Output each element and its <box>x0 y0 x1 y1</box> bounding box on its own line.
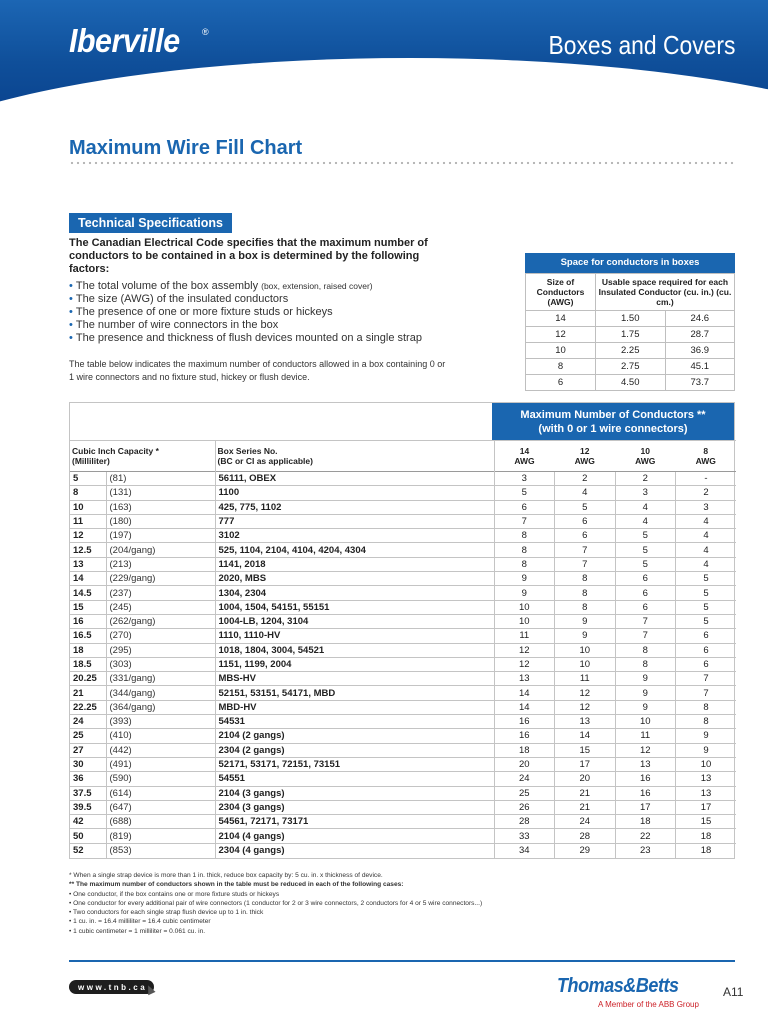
table-cell: (688) <box>106 815 215 829</box>
table-cell: 10 <box>494 614 555 628</box>
table-cell: 18 <box>70 643 106 657</box>
table-cell: 18 <box>615 815 676 829</box>
table-cell: 13 <box>494 672 555 686</box>
table-cell: 21 <box>555 800 616 814</box>
awg-10-header: 10 AWG <box>615 441 676 472</box>
table-cell: 5 <box>494 486 555 500</box>
table-cell: 11 <box>555 672 616 686</box>
table-cell: 8 <box>494 557 555 571</box>
table-row <box>70 729 736 743</box>
tech-specs-badge: Technical Specifications <box>69 213 232 233</box>
header-curve-decoration <box>0 58 768 104</box>
awg-8-header: 8 AWG <box>676 441 737 472</box>
table-cell: 9 <box>615 686 676 700</box>
header-line-2: (with 0 or 1 wire connectors) <box>538 422 688 435</box>
table-cell: 2304 (2 gangs) <box>215 743 494 757</box>
table-cell: 9 <box>494 572 555 586</box>
table-cell: 12.5 <box>70 543 106 557</box>
page-header <box>0 0 768 104</box>
abb-tagline: A Member of the ABB Group <box>598 1000 699 1009</box>
table-row <box>70 757 736 771</box>
bullet-icon: • <box>69 280 73 292</box>
table-cell: 8 <box>555 586 616 600</box>
table-row <box>70 743 736 757</box>
table-cell: 13 <box>555 715 616 729</box>
table-row <box>70 614 736 628</box>
table-cell: 12 <box>555 686 616 700</box>
table-cell: 5 <box>676 572 737 586</box>
table-cell: 14 <box>70 572 106 586</box>
table-cell: 24 <box>555 815 616 829</box>
space-col-usable: Usable space required for each Insulated Conductor (cu. in.) (cu. cm.) <box>596 274 735 311</box>
table-cell: 24 <box>70 715 106 729</box>
table-cell: 6 <box>615 600 676 614</box>
table-cell: 8 <box>676 700 737 714</box>
table-cell: 28 <box>555 829 616 843</box>
table-row <box>70 557 736 571</box>
table-cell: 6 <box>555 529 616 543</box>
table-row <box>526 327 735 343</box>
table-cell: 34 <box>494 843 555 857</box>
table-cell: 6 <box>676 657 737 671</box>
table-cell: 7 <box>494 514 555 528</box>
table-cell: 12 <box>494 643 555 657</box>
table-cell: (590) <box>106 772 215 786</box>
table-row <box>70 772 736 786</box>
table-row <box>70 486 736 500</box>
table-row <box>70 815 736 829</box>
table-cell: 37.5 <box>70 786 106 800</box>
table-cell: 12 <box>615 743 676 757</box>
table-cell: 4.50 <box>596 375 666 391</box>
table-cell: 2304 (3 gangs) <box>215 800 494 814</box>
table-row <box>70 514 736 528</box>
table-cell: (295) <box>106 643 215 657</box>
table-cell: 18.5 <box>70 657 106 671</box>
table-cell: 21 <box>70 686 106 700</box>
bullet-icon: • <box>69 306 73 318</box>
main-table <box>70 440 736 858</box>
table-cell: 9 <box>676 729 737 743</box>
table-cell: 45.1 <box>665 359 735 375</box>
table-cell: 26 <box>494 800 555 814</box>
table-cell: 5 <box>676 586 737 600</box>
table-cell: 5 <box>615 529 676 543</box>
table-cell: 16 <box>494 715 555 729</box>
table-cell: (410) <box>106 729 215 743</box>
header-line-1: Maximum Number of Conductors ** <box>520 408 706 421</box>
table-cell: (442) <box>106 743 215 757</box>
footnote-star: * When a single strap device is more than 1 in. thick, reduce box capacity by: 5 cu. in. x thickness of device. <box>69 872 383 879</box>
table-cell: 16 <box>615 772 676 786</box>
table-cell: 2104 (4 gangs) <box>215 829 494 843</box>
table-cell: 4 <box>555 486 616 500</box>
table-cell: (647) <box>106 800 215 814</box>
table-cell: 9 <box>615 672 676 686</box>
table-cell: 52151, 53151, 54171, MBD <box>215 686 494 700</box>
table-cell: 2 <box>555 472 616 486</box>
table-cell: 525, 1104, 2104, 4104, 4204, 4304 <box>215 543 494 557</box>
table-cell: 1141, 2018 <box>215 557 494 571</box>
table-cell: (819) <box>106 829 215 843</box>
table-cell: (262/gang) <box>106 614 215 628</box>
table-cell: 6 <box>526 375 596 391</box>
table-cell: 22 <box>615 829 676 843</box>
table-cell: 6 <box>494 500 555 514</box>
footer-divider <box>69 960 735 962</box>
table-cell: 10 <box>555 657 616 671</box>
table-cell: 52 <box>70 843 106 857</box>
table-row <box>70 715 736 729</box>
table-cell: (393) <box>106 715 215 729</box>
table-cell: 13 <box>676 772 737 786</box>
table-cell: 23 <box>615 843 676 857</box>
main-table-body <box>70 472 736 858</box>
table-cell: 9 <box>555 629 616 643</box>
table-note: The table below indicates the maximum number of conductors allowed in a box containing 0 or 1 wire connectors and no fixture stud, hickey or flush device. <box>69 359 446 382</box>
list-item: • The presence of one or more fixture studs or hickeys <box>69 306 333 318</box>
table-cell: 8 <box>70 486 106 500</box>
table-cell: 8 <box>615 643 676 657</box>
footnote-double-star: ** The maximum number of conductors shown in the table must be reduced in each of the following cases: <box>69 881 404 889</box>
table-cell: 1151, 1199, 2004 <box>215 657 494 671</box>
table-cell: 50 <box>70 829 106 843</box>
table-cell: 5 <box>676 600 737 614</box>
website-link[interactable]: www.tnb.ca <box>69 980 154 994</box>
table-cell: 54531 <box>215 715 494 729</box>
section-title: Boxes and Covers <box>548 30 735 60</box>
table-cell: (364/gang) <box>106 700 215 714</box>
table-row <box>70 586 736 600</box>
table-cell: 8 <box>494 543 555 557</box>
table-row <box>70 657 736 671</box>
table-cell: 14 <box>494 686 555 700</box>
table-row <box>70 843 736 857</box>
max-conductors-header <box>492 403 734 440</box>
table-row <box>70 529 736 543</box>
awg-14-header: 14 AWG <box>494 441 555 472</box>
table-cell: 4 <box>676 529 737 543</box>
table-cell: 28.7 <box>665 327 735 343</box>
table-cell: 5 <box>676 614 737 628</box>
table-cell: 4 <box>676 557 737 571</box>
table-cell: 9 <box>555 614 616 628</box>
table-cell: 1.50 <box>596 311 666 327</box>
table-cell: 22.25 <box>70 700 106 714</box>
table-cell: 10 <box>615 715 676 729</box>
table-cell: (229/gang) <box>106 572 215 586</box>
table-cell: 10 <box>494 600 555 614</box>
table-row <box>70 829 736 843</box>
table-cell: 2104 (2 gangs) <box>215 729 494 743</box>
table-cell: 425, 775, 1102 <box>215 500 494 514</box>
brand-logo: Iberville <box>69 22 180 59</box>
table-cell: 10 <box>70 500 106 514</box>
table-cell: 18 <box>676 829 737 843</box>
table-cell: 5 <box>615 557 676 571</box>
table-cell: 6 <box>615 586 676 600</box>
intro-text: The Canadian Electrical Code specifies that the maximum number of conductors to be contained in a box is determined by the following factors: <box>69 237 428 275</box>
table-cell: 11 <box>70 514 106 528</box>
table-cell: 1304, 2304 <box>215 586 494 600</box>
table-row <box>526 375 735 391</box>
table-row <box>526 343 735 359</box>
table-cell: 1018, 1804, 3004, 54521 <box>215 643 494 657</box>
table-cell: 8 <box>676 715 737 729</box>
table-top-band <box>70 403 734 440</box>
table-cell: 17 <box>676 800 737 814</box>
footnote-item: • 1 cu. in. = 16.4 milliliter = 16.4 cubic centimeter <box>69 918 211 926</box>
table-cell: 4 <box>676 514 737 528</box>
table-row <box>70 643 736 657</box>
table-cell: 6 <box>676 629 737 643</box>
table-row <box>70 672 736 686</box>
table-cell: 73.7 <box>665 375 735 391</box>
table-cell: 2.25 <box>596 343 666 359</box>
table-cell: 3 <box>494 472 555 486</box>
table-cell: 30 <box>70 757 106 771</box>
table-cell: (204/gang) <box>106 543 215 557</box>
footnote-item: • Two conductors for each single strap flush device up to 1 in. thick <box>69 909 264 917</box>
table-cell: 17 <box>615 800 676 814</box>
table-cell: 25 <box>70 729 106 743</box>
list-item: • The total volume of the box assembly (box, extension, raised cover) <box>69 280 373 292</box>
table-cell: (131) <box>106 486 215 500</box>
table-cell: 6 <box>676 643 737 657</box>
table-row <box>70 800 736 814</box>
table-cell: (245) <box>106 600 215 614</box>
max-conductors-table <box>69 402 735 859</box>
box-series-header: Box Series No. (BC or CI as applicable) <box>215 441 494 472</box>
table-cell: 12 <box>526 327 596 343</box>
table-row <box>70 600 736 614</box>
table-cell: 54561, 72171, 73171 <box>215 815 494 829</box>
table-cell: 13 <box>676 786 737 800</box>
table-cell: (81) <box>106 472 215 486</box>
table-cell: 10 <box>676 757 737 771</box>
list-item: • The number of wire connectors in the box <box>69 319 279 331</box>
table-cell: 5 <box>555 500 616 514</box>
dotted-divider <box>69 161 735 165</box>
table-cell: 2.75 <box>596 359 666 375</box>
table-row <box>70 700 736 714</box>
table-cell: 21 <box>555 786 616 800</box>
table-cell: 2104 (3 gangs) <box>215 786 494 800</box>
table-cell: (344/gang) <box>106 686 215 700</box>
table-cell: 1004-LB, 1204, 3104 <box>215 614 494 628</box>
table-cell: 39.5 <box>70 800 106 814</box>
table-cell: 6 <box>555 514 616 528</box>
table-row <box>70 572 736 586</box>
table-cell: 9 <box>676 743 737 757</box>
table-cell: MBS-HV <box>215 672 494 686</box>
table-cell: 24 <box>494 772 555 786</box>
space-table-body <box>526 311 735 391</box>
table-cell: 7 <box>676 686 737 700</box>
table-cell: 12 <box>70 529 106 543</box>
footnotes <box>69 871 735 936</box>
table-cell: 7 <box>615 629 676 643</box>
table-cell: 18 <box>676 843 737 857</box>
table-cell: 29 <box>555 843 616 857</box>
table-cell: 24.6 <box>665 311 735 327</box>
factors-list <box>69 280 422 345</box>
table-cell: 54551 <box>215 772 494 786</box>
table-cell: (163) <box>106 500 215 514</box>
table-cell: 3 <box>615 486 676 500</box>
table-cell: 20 <box>494 757 555 771</box>
list-item: • The size (AWG) of the insulated conductors <box>69 293 289 305</box>
table-cell: 777 <box>215 514 494 528</box>
table-cell: 8 <box>526 359 596 375</box>
table-cell: 14 <box>555 729 616 743</box>
table-cell: 14 <box>526 311 596 327</box>
table-row <box>70 543 736 557</box>
table-cell: 56111, OBEX <box>215 472 494 486</box>
table-cell: 12 <box>555 700 616 714</box>
table-cell: 20.25 <box>70 672 106 686</box>
table-cell: 52171, 53171, 72151, 73151 <box>215 757 494 771</box>
table-cell: 2 <box>676 486 737 500</box>
table-cell: 2 <box>615 472 676 486</box>
table-cell: 1.75 <box>596 327 666 343</box>
table-row <box>526 311 735 327</box>
table-cell: 14.5 <box>70 586 106 600</box>
table-cell: 7 <box>615 614 676 628</box>
capacity-header: Cubic Inch Capacity * (Milliliter) <box>70 441 215 472</box>
table-row <box>526 359 735 375</box>
table-cell: 1110, 1110-HV <box>215 629 494 643</box>
table-cell: 17 <box>555 757 616 771</box>
bullet-icon: • <box>69 293 73 305</box>
table-cell: 2304 (4 gangs) <box>215 843 494 857</box>
thomas-betts-logo: Thomas&Betts <box>557 975 679 997</box>
space-col-size: Size of Conductors (AWG) <box>526 274 596 311</box>
table-cell: 16.5 <box>70 629 106 643</box>
table-cell: - <box>676 472 737 486</box>
table-cell: 3 <box>676 500 737 514</box>
table-cell: 2020, MBS <box>215 572 494 586</box>
table-cell: (614) <box>106 786 215 800</box>
table-cell: 12 <box>494 657 555 671</box>
table-cell: (303) <box>106 657 215 671</box>
page-number: A11 <box>723 985 744 999</box>
table-cell: 10 <box>555 643 616 657</box>
table-cell: 5 <box>70 472 106 486</box>
table-cell: 15 <box>70 600 106 614</box>
table-cell: 42 <box>70 815 106 829</box>
list-item: • The presence and thickness of flush devices mounted on a single strap <box>69 332 422 344</box>
table-cell: 10 <box>526 343 596 359</box>
table-cell: (180) <box>106 514 215 528</box>
table-cell: 8 <box>615 657 676 671</box>
table-cell: 11 <box>615 729 676 743</box>
space-table-caption: Space for conductors in boxes <box>525 253 735 273</box>
table-cell: 16 <box>494 729 555 743</box>
table-cell: (853) <box>106 843 215 857</box>
table-cell: (491) <box>106 757 215 771</box>
table-cell: (270) <box>106 629 215 643</box>
table-cell: (213) <box>106 557 215 571</box>
table-cell: 4 <box>615 514 676 528</box>
table-row <box>70 629 736 643</box>
table-cell: 4 <box>615 500 676 514</box>
footnote-item: • 1 cubic centimeter = 1 milliliter = 0.061 cu. in. <box>69 927 206 935</box>
table-cell: 6 <box>615 572 676 586</box>
table-cell: 8 <box>555 600 616 614</box>
table-cell: 3102 <box>215 529 494 543</box>
table-cell: 13 <box>70 557 106 571</box>
table-cell: (331/gang) <box>106 672 215 686</box>
table-cell: 1004, 1504, 54151, 55151 <box>215 600 494 614</box>
table-cell: 27 <box>70 743 106 757</box>
table-row <box>70 500 736 514</box>
table-cell: 36.9 <box>665 343 735 359</box>
table-cell: (197) <box>106 529 215 543</box>
awg-12-header: 12 AWG <box>555 441 616 472</box>
table-cell: 15 <box>555 743 616 757</box>
table-cell: 7 <box>555 557 616 571</box>
table-row <box>70 686 736 700</box>
table-cell: 14 <box>494 700 555 714</box>
table-cell: 25 <box>494 786 555 800</box>
table-cell: 36 <box>70 772 106 786</box>
table-cell: 1100 <box>215 486 494 500</box>
footnote-item: • One conductor for every additional pair of wire connectors (1 conductor for 2 or 3 wire connectors, 2 conductors for 4 or 5 wire connectors...) <box>69 899 483 907</box>
bullet-icon: • <box>69 332 73 344</box>
table-cell: 33 <box>494 829 555 843</box>
table-cell: 16 <box>70 614 106 628</box>
footnote-item: • One conductor, if the box contains one or more fixture studs or hickeys <box>69 890 280 898</box>
table-cell: 5 <box>615 543 676 557</box>
table-cell: 28 <box>494 815 555 829</box>
table-cell: 8 <box>494 529 555 543</box>
page-title: Maximum Wire Fill Chart <box>69 137 303 159</box>
table-cell: 15 <box>676 815 737 829</box>
table-cell: 13 <box>615 757 676 771</box>
table-row <box>70 472 736 486</box>
table-cell: 11 <box>494 629 555 643</box>
table-cell: (237) <box>106 586 215 600</box>
table-cell: 16 <box>615 786 676 800</box>
table-cell: MBD-HV <box>215 700 494 714</box>
bullet-icon: • <box>69 319 73 331</box>
table-cell: 18 <box>494 743 555 757</box>
table-cell: 7 <box>676 672 737 686</box>
table-cell: 8 <box>555 572 616 586</box>
table-cell: 7 <box>555 543 616 557</box>
table-row <box>70 786 736 800</box>
table-cell: 4 <box>676 543 737 557</box>
table-cell: 9 <box>615 700 676 714</box>
table-cell: 9 <box>494 586 555 600</box>
table-cell: 20 <box>555 772 616 786</box>
space-table <box>525 253 735 391</box>
registered-mark: ® <box>202 27 209 37</box>
